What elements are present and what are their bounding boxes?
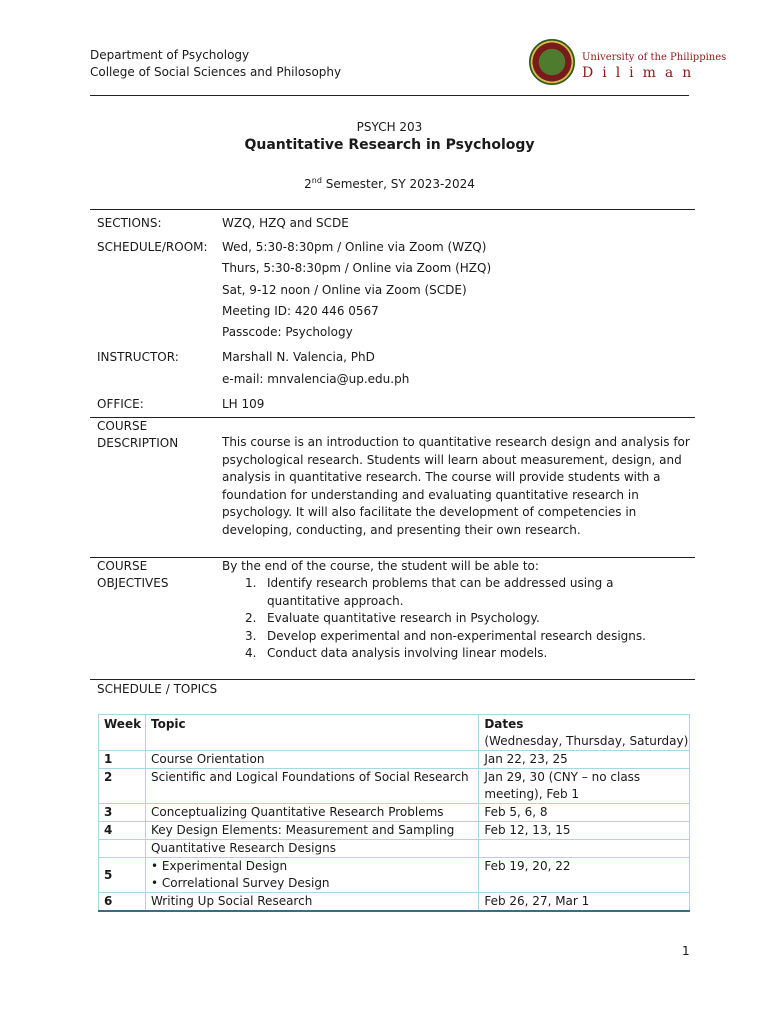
header-topic: Topic [145,715,478,751]
table-row [99,893,690,912]
header-dates-sub: (Wednesday, Thursday, Saturday) [484,734,689,748]
department-name: Department of Psychology [90,48,250,62]
topic-cell [145,858,478,893]
dates-cell: Feb 12, 13, 15 [479,822,690,840]
semester-number: 2 [304,177,312,191]
college-name: College of Social Sciences and Philosophy [90,65,342,79]
week-cell: 6 [99,893,146,912]
week-cell: 2 [99,769,146,804]
objectives-list [245,575,685,663]
list-number: 2. [245,611,257,625]
description-label-line: COURSE [97,419,148,433]
table-row [99,751,690,769]
objectives-label-line: OBJECTIVES [97,576,169,590]
semester-text: Semester, SY 2023-2024 [321,177,475,191]
description-label [97,418,178,452]
list-text: Develop experimental and non-experimental research designs. [267,628,646,643]
schedule-heading: SCHEDULE / TOPICS [97,682,218,696]
department-block [90,47,341,81]
instructor-name: Marshall N. Valencia, PhD [222,350,375,364]
university-name: University of the Philippines [582,52,727,63]
instructor-email: e-mail: mnvalencia@up.edu.ph [222,372,410,386]
list-text: Evaluate quantitative research in Psychology. [267,611,540,625]
dates-cell [479,840,690,858]
objectives-label-line: COURSE [97,559,148,573]
dates-cell: Jan 22, 23, 25 [479,751,690,769]
passcode: Passcode: Psychology [222,325,353,339]
topic-cell: Scientific and Logical Foundations of Social Research [145,769,478,804]
page-number: 1 [682,944,690,958]
office-value: LH 109 [222,397,265,411]
list-item [245,628,685,646]
list-item [245,610,685,628]
header-divider [90,95,689,96]
week-cell: 4 [99,822,146,840]
dates-cell: Feb 19, 20, 22 [479,858,690,893]
university-seal-icon [529,39,575,85]
university-wordmark [582,52,726,81]
list-number: 3. [245,628,257,643]
semester-line [90,176,689,191]
schedule-label: SCHEDULE/ROOM: [97,240,208,254]
dates-cell: Feb 26, 27, Mar 1 [479,893,690,912]
objectives-intro: By the end of the course, the student will be able to: [222,559,539,573]
sections-value: WZQ, HZQ and SCDE [222,216,349,230]
header-dates-label: Dates [484,717,524,731]
course-title: Quantitative Research in Psychology [244,137,535,153]
list-text: Identify research problems that can be addressed using a quantitative approach. [267,576,614,608]
header-dates [479,715,690,751]
list-item [245,645,685,663]
topic-cell: Key Design Elements: Measurement and Sampling [145,822,478,840]
table-row [99,822,690,840]
list-number: 4. [245,646,257,660]
schedule-line: Sat, 9-12 noon / Online via Zoom (SCDE) [222,283,467,297]
week-cell: 1 [99,751,146,769]
topic-line: • Correlational Survey Design [150,876,330,890]
table-row [99,804,690,822]
list-number: 1. [245,576,257,590]
info-top-divider [90,209,695,210]
table-header-row [99,715,690,751]
week-cell [99,840,146,858]
topic-cell: Writing Up Social Research [145,893,478,912]
sections-label: SECTIONS: [97,216,162,230]
description-label-line: DESCRIPTION [97,436,179,450]
topic-cell: Course Orientation [145,751,478,769]
schedule-line: Thurs, 5:30-8:30pm / Online via Zoom (HZQ) [222,261,492,275]
schedule-line: Wed, 5:30-8:30pm / Online via Zoom (WZQ) [222,240,487,254]
dates-cell: Jan 29, 30 (CNY – no class meeting), Feb 1 [479,769,690,804]
list-item [245,575,685,610]
schedule-table [98,714,690,912]
week-cell: 3 [99,804,146,822]
semester-suffix: nd [311,176,322,185]
table-row [99,769,690,804]
list-text: Conduct data analysis involving linear models. [267,646,548,660]
course-code: PSYCH 203 [356,120,423,134]
objectives-label [97,558,168,592]
course-description: This course is an introduction to quantitative research design and analysis for psychological research. Students will learn about measurement, design, and analysis in quantitative research. The course will provide students with a foundation for understanding and evaluating quantitative research in psychology. It will also facilitate the development of competencies in developing, conducting, and presenting their own research. [222,435,690,537]
header-week: Week [99,715,146,751]
topic-line: • Experimental Design [150,859,288,873]
office-label: OFFICE: [97,397,144,411]
meeting-id: Meeting ID: 420 446 0567 [222,304,379,318]
topic-cell: Quantitative Research Designs [145,840,478,858]
instructor-label: INSTRUCTOR: [97,350,179,364]
campus-name: Diliman [582,65,701,81]
table-row [99,858,690,893]
schedule-divider [90,679,695,680]
week-cell: 5 [99,858,146,893]
table-row [99,840,690,858]
topic-cell: Conceptualizing Quantitative Research Problems [145,804,478,822]
dates-cell: Feb 5, 6, 8 [479,804,690,822]
description-divider [90,417,695,418]
